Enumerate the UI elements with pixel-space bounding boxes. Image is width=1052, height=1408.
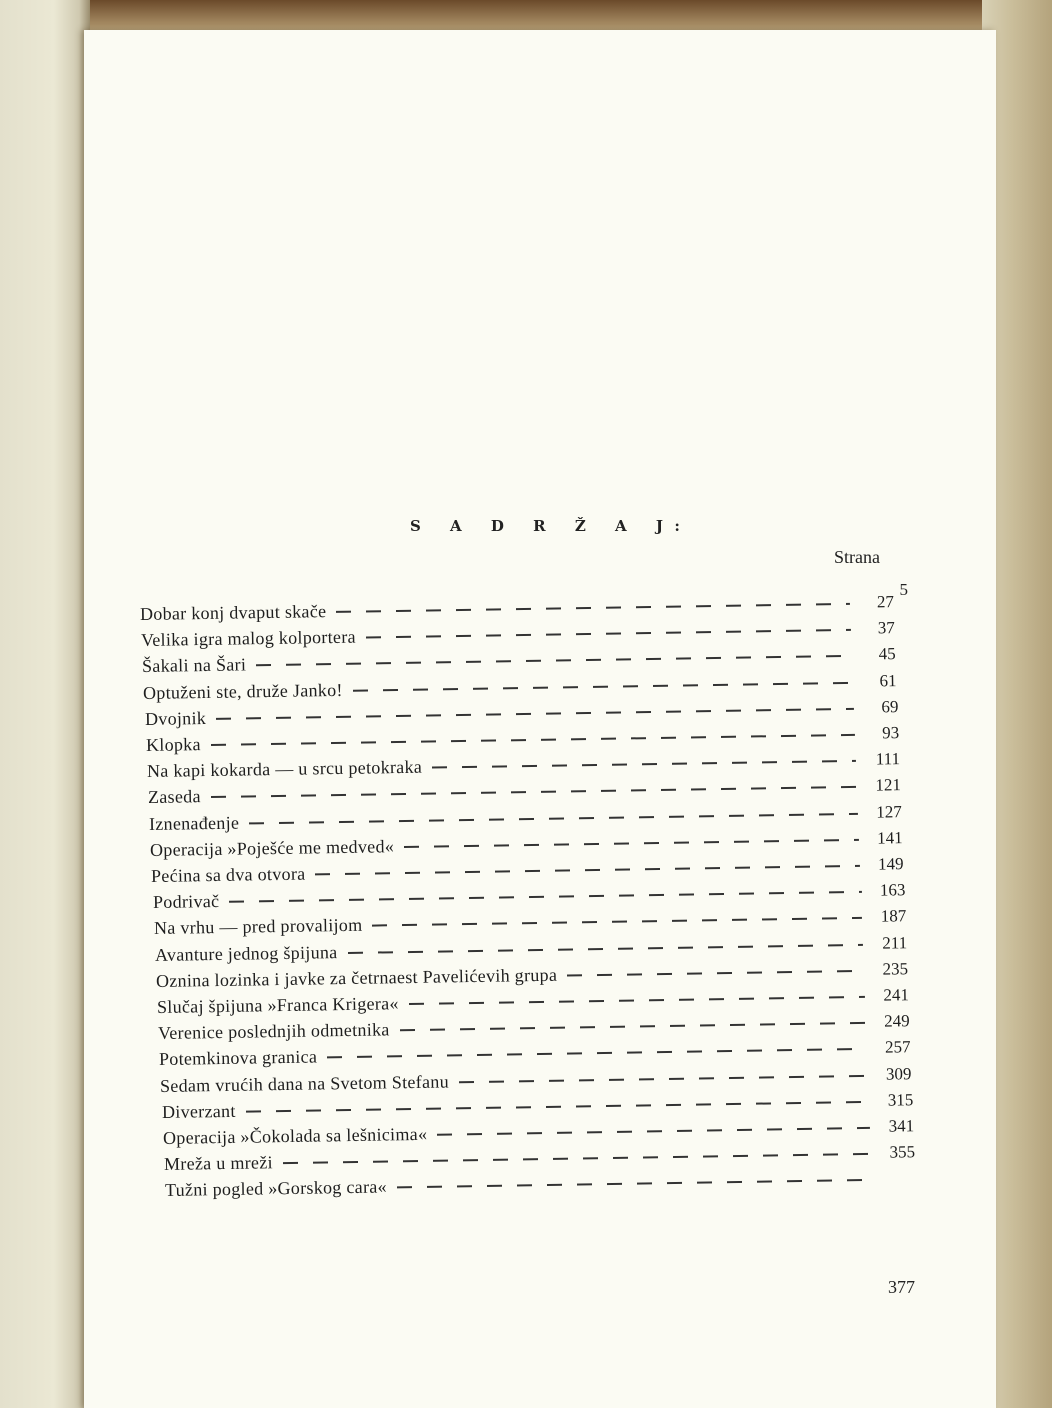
- dash-leader: [256, 655, 851, 666]
- dash-leader: [409, 996, 865, 1005]
- toc-entry-title: Diverzant: [161, 1100, 236, 1122]
- dash-leader: [249, 812, 858, 824]
- toc-entry-title: Klopka: [145, 733, 201, 755]
- dash-leader: [211, 786, 857, 798]
- dash-leader: [404, 839, 859, 848]
- toc-entry-page: 315: [887, 1089, 914, 1110]
- dash-leader: [336, 603, 850, 613]
- toc-heading: S A D R Ž A J:: [410, 517, 692, 535]
- toc-entry-title: Avanture jednog špijuna: [154, 941, 338, 965]
- toc-entry-title: Dvojnik: [144, 707, 206, 729]
- toc-entry-page: 69: [880, 696, 899, 717]
- toc-entry-page: 93: [881, 723, 900, 743]
- dash-leader: [432, 760, 856, 769]
- toc-entry-page: 235: [882, 958, 909, 979]
- dash-leader: [216, 708, 854, 720]
- dash-leader: [283, 1153, 871, 1164]
- dash-leader: [347, 943, 863, 953]
- toc-entry-title: Sedam vrućih dana na Svetom Stefanu: [160, 1070, 450, 1096]
- toc-entry-title: Na vrhu — pred provalijom: [153, 914, 363, 938]
- toc-entry-page: 163: [879, 880, 906, 900]
- dash-leader: [567, 970, 864, 977]
- page-number: 377: [888, 1277, 915, 1297]
- toc-entry-title: Pećina sa dva otvora: [151, 863, 306, 886]
- toc-entry-page: 149: [878, 854, 905, 874]
- toc-entry-title: Na kapi kokarda — u srcu petokraka: [146, 756, 423, 781]
- toc-entry-page: 341: [888, 1116, 915, 1136]
- toc-entry-page: 257: [885, 1037, 912, 1057]
- dash-leader: [397, 1179, 872, 1188]
- toc-entry-title: Optuženi ste, druže Janko!: [143, 678, 344, 703]
- toc-entry-page: 187: [880, 906, 907, 926]
- toc-entry-page: 45: [878, 644, 897, 664]
- toc-entry-title: Velika igra malog kolportera: [140, 626, 357, 650]
- toc-entry-page: 141: [877, 827, 904, 848]
- toc-entry-title: Slučaj špijuna »Franca Krigera«: [156, 992, 399, 1017]
- dash-leader: [327, 1048, 866, 1058]
- toc-entry-title: Iznenađenje: [148, 811, 240, 834]
- toc-entry-page: 249: [884, 1011, 911, 1031]
- toc-entry-title: Šakali na Šari: [142, 654, 247, 676]
- toc-entry-page: 111: [875, 749, 901, 769]
- toc-entry-title: Zaseda: [147, 786, 201, 807]
- toc-entry-title: Podrivač: [152, 890, 220, 912]
- toc-entry-page: 211: [881, 932, 908, 953]
- toc-entry-page: 309: [886, 1063, 913, 1084]
- toc-entry-title: Mreža u mreži: [163, 1151, 273, 1174]
- dash-leader: [353, 681, 853, 691]
- toc-entry-title: Operacija »Poješće me medved«: [150, 835, 395, 860]
- dash-leader: [210, 734, 854, 746]
- toc-entry-title: Operacija »Čokolada sa lešnicima«: [162, 1123, 428, 1148]
- toc-entry-title: Verenice poslednjih odmetnika: [158, 1019, 390, 1043]
- toc-entry-page: 355: [889, 1142, 916, 1162]
- toc-entry-page: 37: [877, 618, 896, 638]
- dash-leader: [372, 917, 862, 927]
- dash-leader: [316, 865, 860, 876]
- toc-entry-title: Tužni pogled »Gorskog cara«: [164, 1176, 388, 1200]
- toc-entry-title: Oznina lozinka i javke za četrnaest Pavelićevih grupa: [155, 963, 558, 991]
- first-page-number: 5: [899, 580, 908, 599]
- dash-leader: [437, 1127, 870, 1136]
- toc-entry-title: Potemkinova granica: [159, 1046, 318, 1069]
- dash-leader: [245, 1101, 869, 1113]
- toc-entry-title: Dobar konj dvaput skače: [139, 600, 327, 624]
- toc-entry-page: 27: [876, 592, 895, 612]
- dash-leader: [459, 1074, 868, 1082]
- dash-leader: [229, 891, 861, 903]
- dash-leader: [366, 629, 851, 639]
- toc-entry-page: 121: [875, 775, 902, 795]
- toc-entry-page: 241: [883, 985, 910, 1005]
- toc-entry-page: 127: [876, 801, 903, 822]
- dash-leader: [400, 1022, 866, 1031]
- toc-entry-page: 61: [879, 670, 898, 691]
- page-column-label: Strana: [834, 547, 880, 567]
